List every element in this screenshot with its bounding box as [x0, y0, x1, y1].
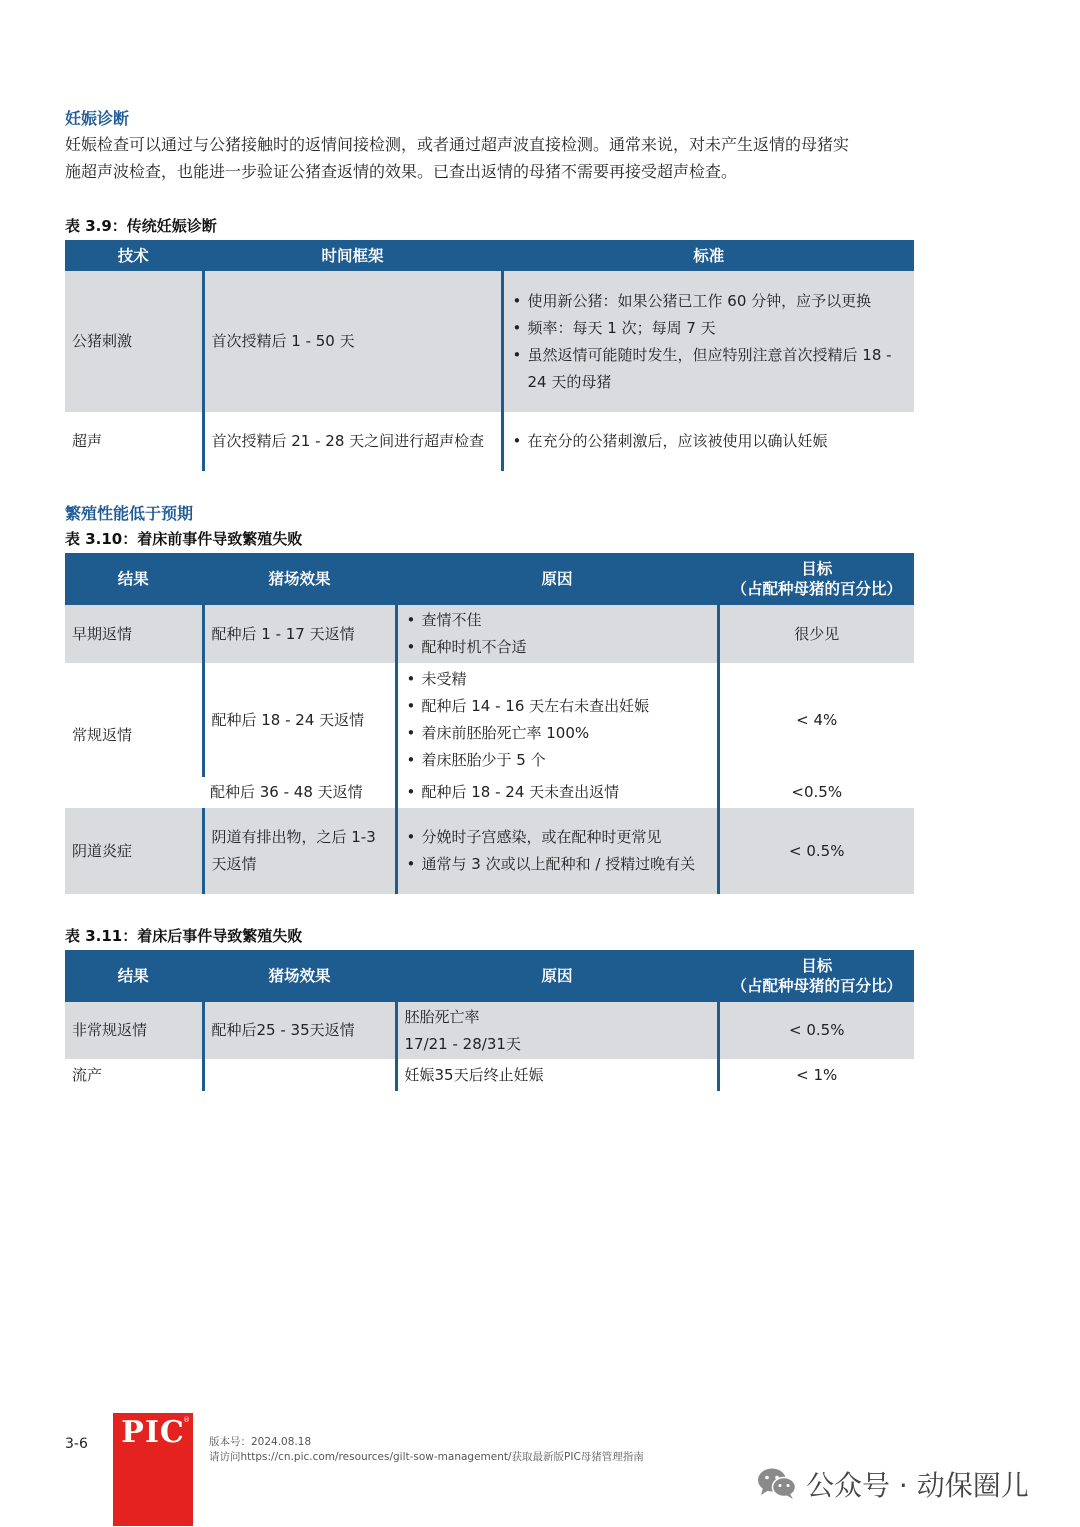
header-cause: 原因	[396, 553, 718, 605]
cause-item: • 分娩时子宫感染，或在配种时更常见	[405, 824, 710, 851]
header-technique: 技术	[65, 240, 203, 271]
logo-text: PIC	[121, 1415, 185, 1450]
cause-item: • 配种后 18 - 24 天未查出返情	[405, 779, 710, 806]
section-title-low-performance: 繁殖性能低于预期	[65, 504, 194, 523]
table-row	[65, 1002, 914, 1059]
cell-result: 流产	[65, 1059, 203, 1091]
watermark-text: 公众号 · 动保圈儿	[806, 1469, 1029, 1502]
intro-line-2: 施超声波检查，也能进一步验证公猪查返情的效果。已查出返情的母猪不需要再接受超声检查。	[65, 162, 738, 181]
cause-item: • 查情不佳	[405, 607, 710, 634]
cell-effect: 配种后25 - 35天返情	[203, 1002, 396, 1059]
header-timeframe: 时间框架	[203, 240, 502, 271]
intro-line-1: 妊娠检查可以通过与公猪接触时的返情间接检测，或者通过超声波直接检测。通常来说，对未产生返情的母猪实	[65, 135, 850, 154]
header-effect: 猪场效果	[203, 950, 396, 1002]
cell-effect: 阴道有排出物，之后 1-3 天返情	[203, 808, 396, 894]
table-row	[65, 605, 914, 663]
cell-effect: 配种后 36 - 48 天返情	[203, 777, 396, 808]
cause-line: 17/21 - 28/31天	[404, 1034, 521, 1053]
criteria-item: • 频率：每天 1 次；每周 7 天	[511, 315, 908, 342]
cell-effect	[203, 1059, 396, 1091]
cell-criteria	[502, 412, 914, 471]
table-row	[65, 808, 914, 894]
header-target-title: 目标	[801, 560, 833, 578]
section-title-pregnancy-diagnosis: 妊娠诊断	[65, 109, 130, 128]
cell-target: < 0.5%	[718, 1002, 914, 1059]
cell-target: 很少见	[718, 605, 914, 663]
cell-timeframe: 首次授精后 1 - 50 天	[203, 271, 502, 412]
cell-cause	[396, 1002, 718, 1059]
cell-technique: 超声	[65, 412, 203, 471]
header-target	[718, 950, 914, 1002]
cause-item: • 着床前胚胎死亡率 100%	[405, 720, 710, 747]
cell-result: 早期返情	[65, 605, 203, 663]
cell-technique: 公猪刺激	[65, 271, 203, 412]
criteria-item: • 在充分的公猪刺激后，应该被使用以确认妊娠	[511, 428, 908, 455]
table-3-10-caption: 表 3.10：着床前事件导致繁殖失败	[65, 530, 303, 548]
cause-item: • 未受精	[405, 666, 710, 693]
cause-item: • 着床胚胎少于 5 个	[405, 747, 710, 774]
table-header-row	[65, 240, 914, 271]
logo-registered-mark: ®	[183, 1416, 190, 1424]
header-result: 结果	[65, 950, 203, 1002]
cell-result: 常规返情	[65, 663, 203, 808]
resource-url: 请访问https://cn.pic.com/resources/gilt-sow-management/获取最新版PIC母猪管理指南	[209, 1451, 644, 1463]
cell-target: < 4%	[718, 663, 914, 777]
cell-result: 非常规返情	[65, 1002, 203, 1059]
table-3-10	[65, 553, 914, 894]
cell-effect: 配种后 1 - 17 天返情	[203, 605, 396, 663]
cause-item: • 配种时机不合适	[405, 634, 710, 661]
criteria-item: • 虽然返情可能随时发生，但应特别注意首次授精后 18 - 24 天的母猪	[511, 342, 908, 396]
table-row	[65, 663, 914, 777]
header-target-subtitle: （占配种母猪的百分比）	[731, 977, 902, 995]
cell-result: 阴道炎症	[65, 808, 203, 894]
cause-item: • 通常与 3 次或以上配种和 / 授精过晚有关	[405, 851, 710, 878]
cell-cause	[396, 663, 718, 777]
criteria-item: • 使用新公猪：如果公猪已工作 60 分钟，应予以更换	[511, 288, 908, 315]
table-header-row	[65, 553, 914, 605]
cause-line: 胚胎死亡率	[404, 1007, 480, 1026]
cell-target: < 1%	[718, 1059, 914, 1091]
table-3-11-caption: 表 3.11：着床后事件导致繁殖失败	[65, 927, 303, 945]
table-header-row	[65, 950, 914, 1002]
table-3-9	[65, 240, 914, 471]
cell-effect: 配种后 18 - 24 天返情	[203, 663, 396, 777]
pic-logo	[113, 1413, 193, 1526]
cell-target: <0.5%	[718, 777, 914, 808]
header-effect: 猪场效果	[203, 553, 396, 605]
cell-timeframe: 首次授精后 21 - 28 天之间进行超声检查	[203, 412, 502, 471]
cell-criteria	[502, 271, 914, 412]
header-target-title: 目标	[801, 957, 833, 975]
cell-cause	[396, 808, 718, 894]
cell-cause	[396, 605, 718, 663]
table-3-9-caption: 表 3.9：传统妊娠诊断	[65, 217, 217, 235]
cell-target: < 0.5%	[718, 808, 914, 894]
header-criteria: 标准	[502, 240, 914, 271]
page-number: 3-6	[65, 1436, 88, 1452]
header-cause: 原因	[396, 950, 718, 1002]
header-target	[718, 553, 914, 605]
table-row	[65, 412, 914, 471]
table-row	[65, 271, 914, 412]
cause-item: • 配种后 14 - 16 天左右未查出妊娠	[405, 693, 710, 720]
cell-cause	[396, 777, 718, 808]
header-target-subtitle: （占配种母猪的百分比）	[731, 580, 902, 598]
intro-paragraph	[65, 131, 925, 185]
table-3-11	[65, 950, 914, 1091]
version-label: 版本号：2024.08.18	[209, 1436, 312, 1448]
table-row	[65, 1059, 914, 1091]
cell-cause: 妊娠35天后终止妊娠	[396, 1059, 718, 1091]
header-result: 结果	[65, 553, 203, 605]
wechat-icon	[757, 1466, 797, 1500]
